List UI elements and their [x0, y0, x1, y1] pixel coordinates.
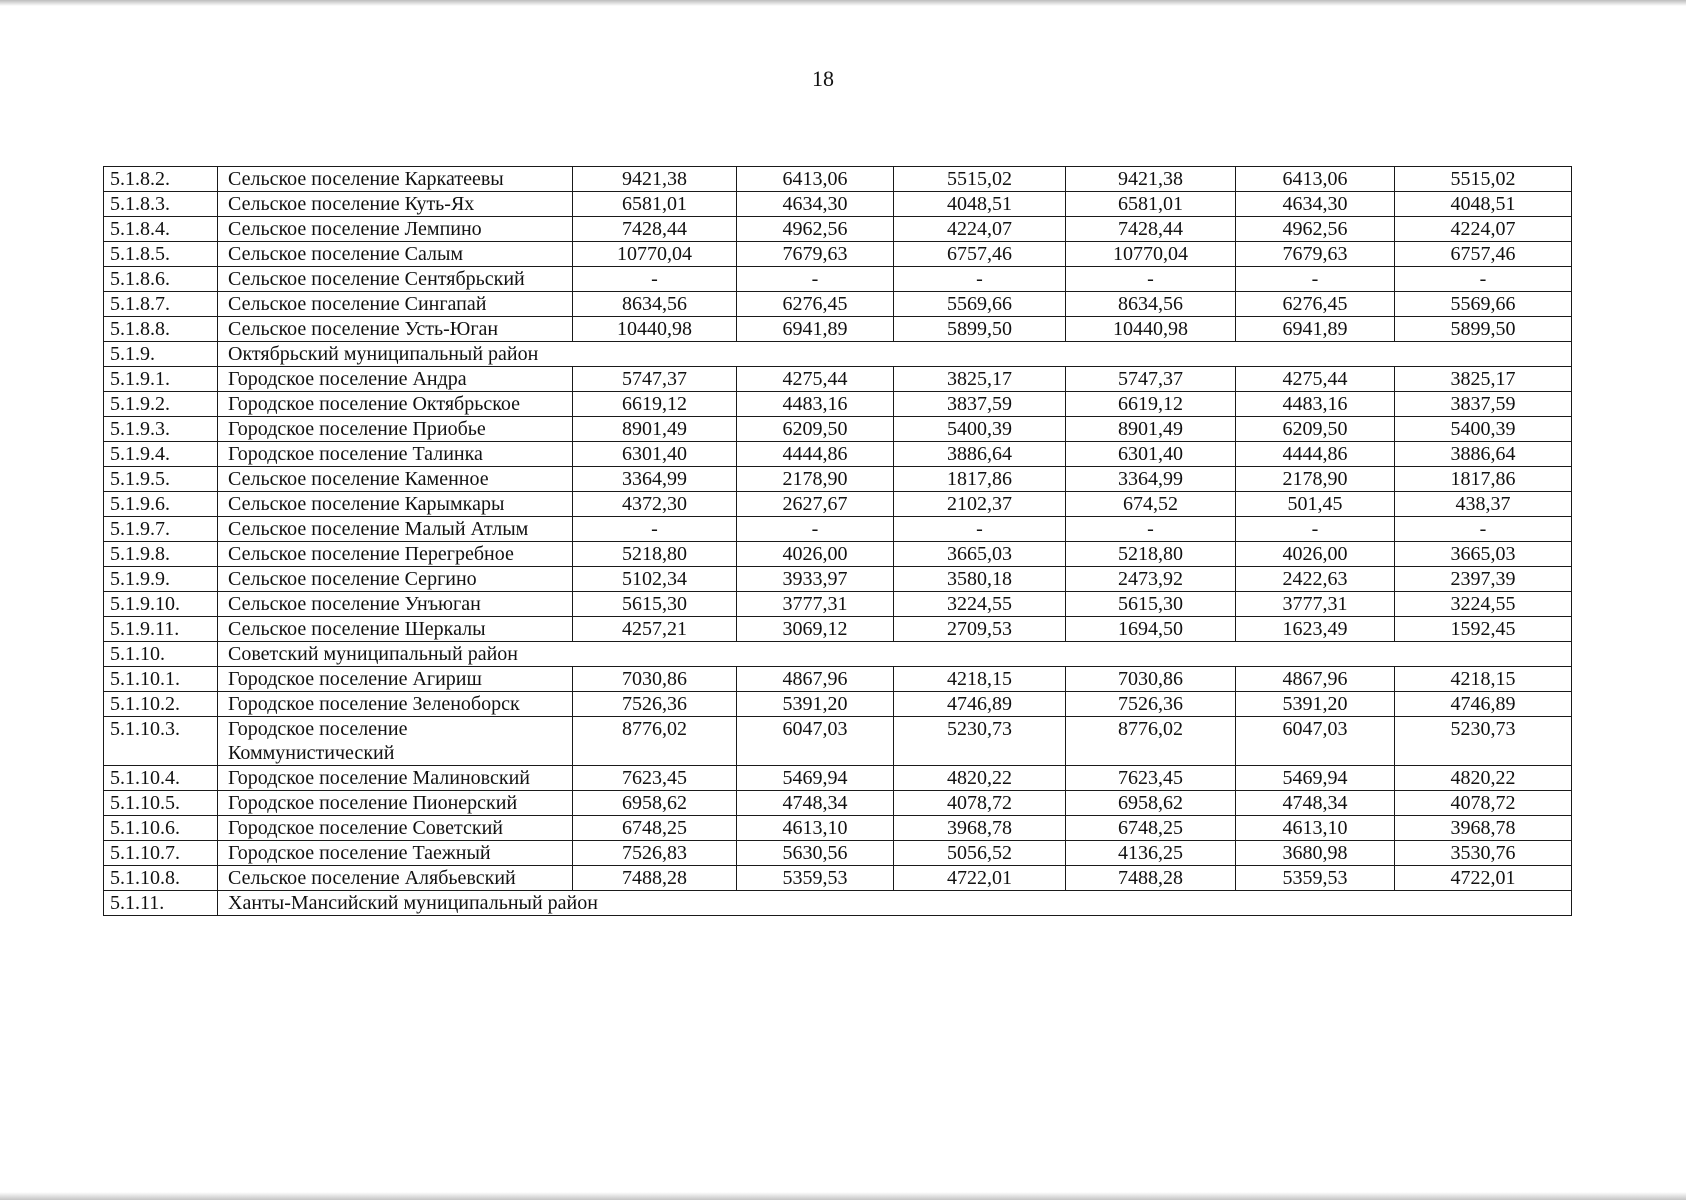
- value-cell: 8776,02: [573, 717, 737, 766]
- value-cell: 3933,97: [737, 567, 894, 592]
- row-code: 5.1.8.3.: [104, 192, 218, 217]
- value-cell: 3886,64: [1395, 442, 1572, 467]
- value-cell: 4026,00: [737, 542, 894, 567]
- row-code: 5.1.10.8.: [104, 866, 218, 891]
- value-cell: 7488,28: [1066, 866, 1236, 891]
- value-cell: 2473,92: [1066, 567, 1236, 592]
- value-cell: 3364,99: [573, 467, 737, 492]
- value-cell: 5615,30: [1066, 592, 1236, 617]
- value-cell: 5630,56: [737, 841, 894, 866]
- table-row: [104, 392, 1572, 417]
- value-cell: 7030,86: [573, 667, 737, 692]
- row-code: 5.1.9.7.: [104, 517, 218, 542]
- row-code: 5.1.10.4.: [104, 766, 218, 791]
- row-code: 5.1.9.9.: [104, 567, 218, 592]
- settlement-name: Сельское поселение Сентябрьский: [218, 267, 573, 292]
- settlement-name: Сельское поселение Перегребное: [218, 542, 573, 567]
- value-cell: 4257,21: [573, 617, 737, 642]
- row-code: 5.1.9.1.: [104, 367, 218, 392]
- scan-edge-top: [0, 0, 1686, 6]
- table-row: [104, 791, 1572, 816]
- table-row: [104, 492, 1572, 517]
- value-cell: 501,45: [1236, 492, 1395, 517]
- table-row: [104, 317, 1572, 342]
- value-cell: -: [1395, 267, 1572, 292]
- value-cell: 3968,78: [894, 816, 1066, 841]
- value-cell: 5515,02: [1395, 167, 1572, 192]
- table-row: [104, 192, 1572, 217]
- settlement-name: Городское поселение Зеленоборск: [218, 692, 573, 717]
- row-code: 5.1.8.5.: [104, 242, 218, 267]
- value-cell: 4224,07: [894, 217, 1066, 242]
- row-code: 5.1.9.11.: [104, 617, 218, 642]
- value-cell: 4483,16: [1236, 392, 1395, 417]
- value-cell: 5569,66: [894, 292, 1066, 317]
- value-cell: 5569,66: [1395, 292, 1572, 317]
- value-cell: 4136,25: [1066, 841, 1236, 866]
- value-cell: 6209,50: [737, 417, 894, 442]
- value-cell: 9421,38: [573, 167, 737, 192]
- value-cell: 5747,37: [1066, 367, 1236, 392]
- settlement-name: Сельское поселение Каменное: [218, 467, 573, 492]
- value-cell: 674,52: [1066, 492, 1236, 517]
- settlement-name: Сельское поселение Сергино: [218, 567, 573, 592]
- value-cell: 1694,50: [1066, 617, 1236, 642]
- value-cell: 4820,22: [894, 766, 1066, 791]
- value-cell: 6301,40: [573, 442, 737, 467]
- section-row: [104, 891, 1572, 916]
- value-cell: 6958,62: [573, 791, 737, 816]
- value-cell: 4078,72: [894, 791, 1066, 816]
- value-cell: 7623,45: [1066, 766, 1236, 791]
- value-cell: 10440,98: [1066, 317, 1236, 342]
- value-cell: 438,37: [1395, 492, 1572, 517]
- value-cell: 7679,63: [1236, 242, 1395, 267]
- value-cell: 4748,34: [1236, 791, 1395, 816]
- table-row: [104, 242, 1572, 267]
- value-cell: 1592,45: [1395, 617, 1572, 642]
- row-code: 5.1.9.8.: [104, 542, 218, 567]
- row-code: 5.1.8.8.: [104, 317, 218, 342]
- row-code: 5.1.9.3.: [104, 417, 218, 442]
- table-row: [104, 267, 1572, 292]
- row-code: 5.1.9.5.: [104, 467, 218, 492]
- value-cell: -: [573, 517, 737, 542]
- value-cell: 5230,73: [894, 717, 1066, 766]
- value-cell: 3680,98: [1236, 841, 1395, 866]
- row-code: 5.1.9.: [104, 342, 218, 367]
- table-row: [104, 592, 1572, 617]
- value-cell: 5400,39: [894, 417, 1066, 442]
- value-cell: 5391,20: [1236, 692, 1395, 717]
- settlement-name: Городское поселение Талинка: [218, 442, 573, 467]
- table-row: [104, 841, 1572, 866]
- value-cell: 5218,80: [573, 542, 737, 567]
- row-code: 5.1.9.6.: [104, 492, 218, 517]
- table-row: [104, 442, 1572, 467]
- value-cell: 4962,56: [1236, 217, 1395, 242]
- table-row: [104, 292, 1572, 317]
- table-row: [104, 667, 1572, 692]
- value-cell: 3224,55: [1395, 592, 1572, 617]
- table-row: [104, 816, 1572, 841]
- table-body: [104, 167, 1572, 916]
- row-code: 5.1.11.: [104, 891, 218, 916]
- value-cell: 3224,55: [894, 592, 1066, 617]
- value-cell: 3665,03: [1395, 542, 1572, 567]
- table-row: [104, 367, 1572, 392]
- value-cell: 7526,83: [573, 841, 737, 866]
- value-cell: -: [1395, 517, 1572, 542]
- settlement-name: Городское поселение Советский: [218, 816, 573, 841]
- value-cell: -: [573, 267, 737, 292]
- row-code: 5.1.8.4.: [104, 217, 218, 242]
- value-cell: 1817,86: [894, 467, 1066, 492]
- row-code: 5.1.9.10.: [104, 592, 218, 617]
- tariff-table: [103, 166, 1572, 916]
- value-cell: 8901,49: [573, 417, 737, 442]
- value-cell: -: [1066, 267, 1236, 292]
- value-cell: 3968,78: [1395, 816, 1572, 841]
- value-cell: 3886,64: [894, 442, 1066, 467]
- value-cell: 6413,06: [737, 167, 894, 192]
- value-cell: 6748,25: [573, 816, 737, 841]
- table-row: [104, 542, 1572, 567]
- value-cell: 3069,12: [737, 617, 894, 642]
- value-cell: 2422,63: [1236, 567, 1395, 592]
- value-cell: 4748,34: [737, 791, 894, 816]
- settlement-name: Городское поселение Таежный: [218, 841, 573, 866]
- value-cell: 5218,80: [1066, 542, 1236, 567]
- value-cell: 10440,98: [573, 317, 737, 342]
- settlement-name: Сельское поселение Салым: [218, 242, 573, 267]
- value-cell: 2397,39: [1395, 567, 1572, 592]
- value-cell: 4962,56: [737, 217, 894, 242]
- value-cell: 5400,39: [1395, 417, 1572, 442]
- value-cell: 3530,76: [1395, 841, 1572, 866]
- value-cell: 4048,51: [1395, 192, 1572, 217]
- value-cell: 4078,72: [1395, 791, 1572, 816]
- value-cell: 5899,50: [894, 317, 1066, 342]
- value-cell: 6757,46: [894, 242, 1066, 267]
- value-cell: 7428,44: [573, 217, 737, 242]
- row-code: 5.1.8.6.: [104, 267, 218, 292]
- table-row: [104, 617, 1572, 642]
- value-cell: 4218,15: [1395, 667, 1572, 692]
- value-cell: 2709,53: [894, 617, 1066, 642]
- value-cell: 5515,02: [894, 167, 1066, 192]
- value-cell: 8634,56: [573, 292, 737, 317]
- settlement-name: Городское поселение Малиновский: [218, 766, 573, 791]
- settlement-name: Городское поселение Октябрьское: [218, 392, 573, 417]
- value-cell: 7623,45: [573, 766, 737, 791]
- settlement-name: Сельское поселение Куть-Ях: [218, 192, 573, 217]
- value-cell: 4026,00: [1236, 542, 1395, 567]
- settlement-name: Городское поселение Приобье: [218, 417, 573, 442]
- table-row: [104, 766, 1572, 791]
- value-cell: -: [1236, 517, 1395, 542]
- value-cell: 7679,63: [737, 242, 894, 267]
- page-number: 18: [812, 66, 834, 91]
- settlement-name: Сельское поселение Шеркалы: [218, 617, 573, 642]
- row-code: 5.1.10.2.: [104, 692, 218, 717]
- row-code: 5.1.9.2.: [104, 392, 218, 417]
- value-cell: 3837,59: [1395, 392, 1572, 417]
- value-cell: -: [894, 267, 1066, 292]
- row-code: 5.1.10.5.: [104, 791, 218, 816]
- value-cell: 3777,31: [737, 592, 894, 617]
- value-cell: 5899,50: [1395, 317, 1572, 342]
- value-cell: 6941,89: [737, 317, 894, 342]
- value-cell: 9421,38: [1066, 167, 1236, 192]
- row-code: 5.1.10.3.: [104, 717, 218, 766]
- value-cell: 2102,37: [894, 492, 1066, 517]
- value-cell: 6047,03: [737, 717, 894, 766]
- value-cell: 4224,07: [1395, 217, 1572, 242]
- section-row: [104, 642, 1572, 667]
- value-cell: 6958,62: [1066, 791, 1236, 816]
- settlement-name: Сельское поселение Малый Атлым: [218, 517, 573, 542]
- value-cell: 5747,37: [573, 367, 737, 392]
- value-cell: 6619,12: [1066, 392, 1236, 417]
- value-cell: 6619,12: [573, 392, 737, 417]
- value-cell: -: [737, 267, 894, 292]
- value-cell: 6581,01: [573, 192, 737, 217]
- value-cell: 5056,52: [894, 841, 1066, 866]
- value-cell: 2178,90: [1236, 467, 1395, 492]
- table-row: [104, 517, 1572, 542]
- table-row: [104, 417, 1572, 442]
- value-cell: 3364,99: [1066, 467, 1236, 492]
- value-cell: 4483,16: [737, 392, 894, 417]
- table-row: [104, 866, 1572, 891]
- value-cell: -: [894, 517, 1066, 542]
- value-cell: 6047,03: [1236, 717, 1395, 766]
- value-cell: 8901,49: [1066, 417, 1236, 442]
- value-cell: 4746,89: [1395, 692, 1572, 717]
- value-cell: 3580,18: [894, 567, 1066, 592]
- settlement-name: Городское поселение Коммунистический: [218, 717, 573, 766]
- settlement-name: Сельское поселение Алябьевский: [218, 866, 573, 891]
- value-cell: 3837,59: [894, 392, 1066, 417]
- section-row: [104, 342, 1572, 367]
- value-cell: 5469,94: [737, 766, 894, 791]
- value-cell: 4634,30: [1236, 192, 1395, 217]
- value-cell: 6941,89: [1236, 317, 1395, 342]
- section-name: Советский муниципальный район: [218, 642, 1572, 667]
- value-cell: 4613,10: [1236, 816, 1395, 841]
- value-cell: 5102,34: [573, 567, 737, 592]
- row-code: 5.1.10.1.: [104, 667, 218, 692]
- value-cell: 7030,86: [1066, 667, 1236, 692]
- value-cell: 5469,94: [1236, 766, 1395, 791]
- value-cell: 4372,30: [573, 492, 737, 517]
- value-cell: 4722,01: [894, 866, 1066, 891]
- settlement-name: Городское поселение Пионерский: [218, 791, 573, 816]
- row-code: 5.1.10.: [104, 642, 218, 667]
- table-row: [104, 567, 1572, 592]
- value-cell: 5359,53: [1236, 866, 1395, 891]
- value-cell: 4867,96: [1236, 667, 1395, 692]
- value-cell: 4746,89: [894, 692, 1066, 717]
- value-cell: 4867,96: [737, 667, 894, 692]
- settlement-name: Городское поселение Андра: [218, 367, 573, 392]
- value-cell: 7526,36: [1066, 692, 1236, 717]
- value-cell: 7428,44: [1066, 217, 1236, 242]
- value-cell: 4444,86: [737, 442, 894, 467]
- value-cell: 2178,90: [737, 467, 894, 492]
- value-cell: 6581,01: [1066, 192, 1236, 217]
- row-code: 5.1.10.7.: [104, 841, 218, 866]
- value-cell: 4613,10: [737, 816, 894, 841]
- value-cell: 3825,17: [894, 367, 1066, 392]
- settlement-name: Сельское поселение Сингапай: [218, 292, 573, 317]
- settlement-name: Городское поселение Агириш: [218, 667, 573, 692]
- table-row: [104, 467, 1572, 492]
- value-cell: 3777,31: [1236, 592, 1395, 617]
- value-cell: 6276,45: [737, 292, 894, 317]
- value-cell: 6209,50: [1236, 417, 1395, 442]
- table-row: [104, 717, 1572, 766]
- value-cell: 4634,30: [737, 192, 894, 217]
- value-cell: 8634,56: [1066, 292, 1236, 317]
- value-cell: 10770,04: [573, 242, 737, 267]
- value-cell: 6748,25: [1066, 816, 1236, 841]
- value-cell: 7526,36: [573, 692, 737, 717]
- value-cell: 4444,86: [1236, 442, 1395, 467]
- row-code: 5.1.8.7.: [104, 292, 218, 317]
- row-code: 5.1.8.2.: [104, 167, 218, 192]
- settlement-name: Сельское поселение Усть-Юган: [218, 317, 573, 342]
- settlement-name: Сельское поселение Лемпино: [218, 217, 573, 242]
- row-code: 5.1.9.4.: [104, 442, 218, 467]
- value-cell: 2627,67: [737, 492, 894, 517]
- value-cell: 1623,49: [1236, 617, 1395, 642]
- section-name: Ханты-Мансийский муниципальный район: [218, 891, 1572, 916]
- value-cell: 5359,53: [737, 866, 894, 891]
- value-cell: 3665,03: [894, 542, 1066, 567]
- value-cell: 4820,22: [1395, 766, 1572, 791]
- table-row: [104, 167, 1572, 192]
- settlement-name: Сельское поселение Унъюган: [218, 592, 573, 617]
- value-cell: 3825,17: [1395, 367, 1572, 392]
- value-cell: 4048,51: [894, 192, 1066, 217]
- value-cell: 6757,46: [1395, 242, 1572, 267]
- value-cell: 4275,44: [1236, 367, 1395, 392]
- value-cell: 6276,45: [1236, 292, 1395, 317]
- value-cell: 5615,30: [573, 592, 737, 617]
- value-cell: -: [1236, 267, 1395, 292]
- value-cell: 6301,40: [1066, 442, 1236, 467]
- settlement-name: Сельское поселение Карымкары: [218, 492, 573, 517]
- value-cell: 4722,01: [1395, 866, 1572, 891]
- table-row: [104, 217, 1572, 242]
- value-cell: 6413,06: [1236, 167, 1395, 192]
- value-cell: 10770,04: [1066, 242, 1236, 267]
- table-row: [104, 692, 1572, 717]
- scan-edge-bottom: [0, 1192, 1686, 1200]
- settlement-name: Сельское поселение Каркатеевы: [218, 167, 573, 192]
- value-cell: 7488,28: [573, 866, 737, 891]
- value-cell: -: [737, 517, 894, 542]
- value-cell: 5230,73: [1395, 717, 1572, 766]
- value-cell: -: [1066, 517, 1236, 542]
- value-cell: 5391,20: [737, 692, 894, 717]
- value-cell: 4275,44: [737, 367, 894, 392]
- row-code: 5.1.10.6.: [104, 816, 218, 841]
- value-cell: 1817,86: [1395, 467, 1572, 492]
- value-cell: 4218,15: [894, 667, 1066, 692]
- value-cell: 8776,02: [1066, 717, 1236, 766]
- section-name: Октябрьский муниципальный район: [218, 342, 1572, 367]
